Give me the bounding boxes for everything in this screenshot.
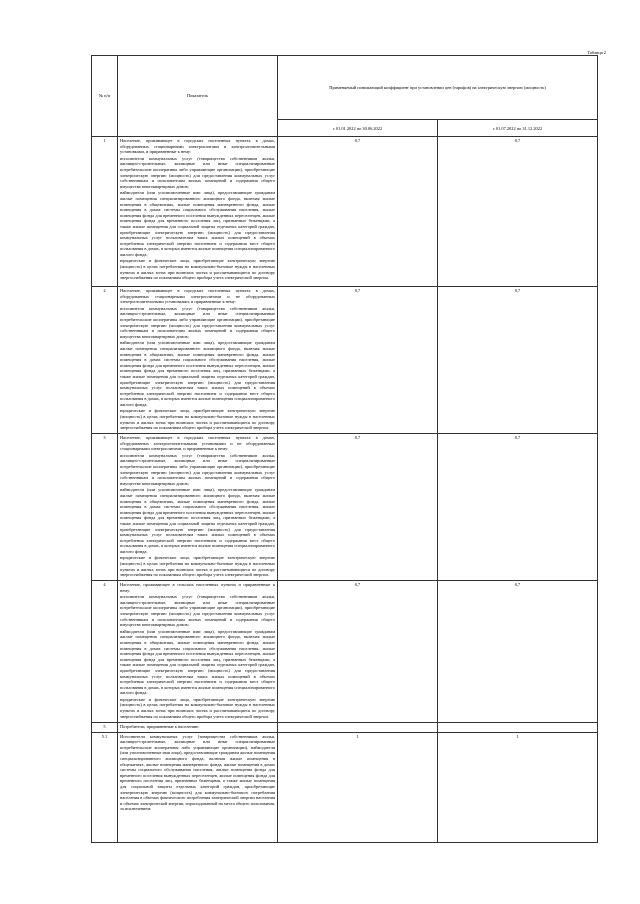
description-paragraph: юридические и физические лица, приобретающие электрическую энергию (мощность) в целях потребления на коммунально-бытовые нужды в населенных пунктах и жилых зонах при воинских частях и рассчитывающиеся по договору энергоснабжения по показаниям общего прибора учета электрической энергии.	[120, 408, 275, 431]
description-paragraph: наймодатели (или уполномоченные ими лица), предоставляющие гражданам жилые помещения специализированного жилищного фонда, включая жилые помещения в общежитиях, жилые помещения маневренного фонда, жилые помещения в домах системы социального обслуживания населения, жилые помещения фонда для временного поселения вынужденных переселенцев, жилые помещения фонда для временного поселения лиц, признанных беженцами, а также жилые помещения для социальной защиты отдельных категорий граждан, приобретающие электрическую энергию (мощность) для предоставления коммунальных услуг пользователям таких жилых помещений в объемах потребления электрической энергии населением и содержания мест общего пользования в домах, в которых имеются жилые помещения специализированного жилого фонда;	[120, 340, 275, 407]
description-paragraph: юридические и физические лица, приобретающие электрическую энергию (мощность) в целях потребления на коммунально-бытовые нужды в населенных пунктах и жилых зонах при воинских частях и рассчитывающиеся по договору энергоснабжения по показаниям общего прибора учета электрической энергии.	[120, 555, 275, 578]
description-paragraph: юридические и физические лица, приобретающие электрическую энергию (мощность) в целях потребления на коммунально-бытовые нужды в населенных пунктах и жилых зонах при воинских частях и рассчитывающиеся по договору энергоснабжения по показаниям общего прибора учета электрической энергии.	[120, 258, 275, 281]
coefficient-value-2: 0,7	[438, 581, 598, 723]
table-row	[92, 581, 598, 723]
description-paragraph: Население, проживающее в сельских населенных пунктах и приравненные к нему:	[120, 582, 275, 593]
coefficient-value-1	[278, 723, 438, 733]
table-caption: Таблица 2	[587, 50, 606, 55]
coefficient-value-2: 0,7	[438, 434, 598, 581]
description-paragraph: исполнители коммунальных услуг (товарищества собственников жилья, жилищно-строительные, жилищные или иные специализированные потребительские кооперативы либо управляющие организации), приобретающие электрическую энергию (мощность) для предоставления коммунальных услуг собственникам и пользователям жилых помещений и содержания общего имущества многоквартирных домов;	[120, 452, 275, 486]
table-row	[92, 732, 598, 842]
row-number: 4	[92, 581, 118, 723]
description-paragraph: Исполнители коммунальных услуг (товарищества собственников жилья, жилищно-строительные, жилищные или иные специализированные потребительские кооперативы либо управляющие организации), наймодатели (или уполномоченные ими лица), предоставляющие гражданам жилые помещения специализированного жилищного фонда, включая жилые помещения в общежитиях, жилые помещения маневренного фонда, жилые помещения в домах системы социального обслуживания населения, жилые помещения фонда для временного поселения вынужденных переселенцев, жилые помещения фонда для временного поселения лиц, признанных беженцами, а также жилые помещения для социальной защиты отдельных категорий граждан, приобретающие электрическую энергию (мощность) для коммунально-бытового потребления населения в объемах фактического потребления электрической энергии населения и объемах электрической энергии, израсходованной на места общего пользования, за исключением:	[120, 733, 275, 812]
row-number: 1	[92, 137, 118, 287]
description-paragraph: Население, проживающее в городских населенных пунктах в домах, оборудованных стационарными электроплитами и не оборудованных электроотопительными установками, и приравненные к нему:	[120, 288, 275, 305]
coefficient-value-1: 0,7	[278, 581, 438, 723]
header-coefficient: Применяемый понижающий коэффициент при установлении цен (тарифов) на электрическую энергию (мощность)	[278, 56, 598, 120]
description-paragraph: юридические и физические лица, приобретающие электрическую энергию (мощность) в целях потребления на коммунально-бытовые нужды в населенных пунктах и жилых зонах при воинских частях и рассчитывающиеся по договору энергоснабжения по показаниям общего прибора учета электрической энергии.	[120, 696, 275, 719]
coefficient-value-1: 0,7	[278, 434, 438, 581]
description-paragraph: исполнители коммунальных услуг (товарищества собственников жилья, жилищно-строительные, жилищные или иные специализированные потребительские кооперативы либо управляющие организации), приобретающие электрическую энергию (мощность) для предоставления коммунальных услуг собственникам и пользователям жилых помещений и содержания общего имущества многоквартирных домов;	[120, 594, 275, 628]
row-description	[118, 581, 278, 723]
description-paragraph: исполнители коммунальных услуг (товарищества собственников жилья, жилищно-строительные, жилищные или иные специализированные потребительские кооперативы либо управляющие организации), приобретающие электрическую энергию (мощность) для предоставления коммунальных услуг собственникам и пользователям жилых помещений и содержания общего имущества многоквартирных домов;	[120, 155, 275, 189]
row-number: 3	[92, 434, 118, 581]
row-description	[118, 732, 278, 842]
coefficient-value-2	[438, 723, 598, 733]
coefficient-value-1: 1	[278, 732, 438, 842]
table-row	[92, 137, 598, 287]
description-paragraph: Население, проживающее в городских населенных пунктах в домах, оборудованных электроотопительными установками и не оборудованных стационарными электроплитами, и приравненные к нему:	[120, 435, 275, 452]
row-description	[118, 137, 278, 287]
description-paragraph: наймодатели (или уполномоченные ими лица), предоставляющие гражданам жилые помещения специализированного жилищного фонда, включая жилые помещения в общежитиях, жилые помещения маневренного фонда, жилые помещения в домах системы социального обслуживания населения, жилые помещения фонда для временного поселения вынужденных переселенцев, жилые помещения фонда для временного поселения лиц, признанных беженцами, а также жилые помещения для социальной защиты отдельных категорий граждан, приобретающие электрическую энергию (мощность) для предоставления коммунальных услуг пользователям таких жилых помещений в объемах потребления электрической энергии населением и содержания мест общего пользования в домах, в которых имеются жилые помещения специализированного жилого фонда;	[120, 487, 275, 554]
row-description	[118, 287, 278, 434]
coefficient-value-2: 0,7	[438, 137, 598, 287]
header-period-2: с 01.07.2022 по 31.12.2022	[438, 120, 598, 137]
table-row	[92, 434, 598, 581]
table-row	[92, 287, 598, 434]
description-paragraph: наймодатели (или уполномоченные ими лица), предоставляющие гражданам жилые помещения специализированного жилищного фонда, включая жилые помещения в общежитиях, жилые помещения маневренного фонда, жилые помещения в домах системы социального обслуживания населения, жилые помещения фонда для временного поселения вынужденных переселенцев, жилые помещения фонда для временного поселения лиц, признанных беженцами, а также жилые помещения для социальной защиты отдельных категорий граждан, приобретающие электрическую энергию (мощность) для предоставления коммунальных услуг пользователям таких жилых помещений в объемах потребления электрической энергии населением и содержания мест общего пользования в домах, в которых имеются жилые помещения специализированного жилого фонда;	[120, 190, 275, 257]
coefficient-value-1: 0,7	[278, 287, 438, 434]
header-period-1: с 01.01.2022 по 30.06.2022	[278, 120, 438, 137]
table-row	[92, 723, 598, 733]
coefficient-value-1: 0,7	[278, 137, 438, 287]
coefficient-value-2: 0,7	[438, 287, 598, 434]
header-indicator: Показатель	[118, 56, 278, 137]
table-body	[92, 137, 598, 843]
coefficient-value-2: 1	[438, 732, 598, 842]
row-number: 5.1	[92, 732, 118, 842]
description-paragraph: исполнители коммунальных услуг (товарищества собственников жилья, жилищно-строительные, жилищные или иные специализированные потребительские кооперативы либо управляющие организации), приобретающие электрическую энергию (мощность) для предоставления коммунальных услуг собственникам и пользователям жилых помещений и содержания общего имущества многоквартирных домов;	[120, 305, 275, 339]
tariff-coefficient-table	[91, 55, 598, 843]
description-paragraph: Потребители, приравненные к населению:	[120, 724, 200, 729]
row-number: 2	[92, 287, 118, 434]
row-description	[118, 723, 278, 733]
description-paragraph: наймодатели (или уполномоченные ими лица), предоставляющие гражданам жилые помещения специализированного жилищного фонда, включая жилые помещения в общежитиях, жилые помещения маневренного фонда, жилые помещения в домах системы социального обслуживания населения, жилые помещения фонда для временного поселения вынужденных переселенцев, жилые помещения фонда для временного поселения лиц, признанных беженцами, а также жилые помещения для социальной защиты отдельных категорий граждан, приобретающие электрическую энергию (мощность) для предоставления коммунальных услуг пользователям таких жилых помещений в объемах потребления электрической энергии населением и содержания мест общего пользования в домах, в которых имеются жилые помещения специализированного жилого фонда;	[120, 628, 275, 696]
header-num: № п/п	[92, 56, 118, 137]
description-paragraph: Население, проживающее в городских населенных пунктах в домах, оборудованных стационарными электроплитами и электроотопительными установками, и приравненные к нему:	[120, 138, 275, 155]
row-description	[118, 434, 278, 581]
row-number: 5	[92, 723, 118, 733]
